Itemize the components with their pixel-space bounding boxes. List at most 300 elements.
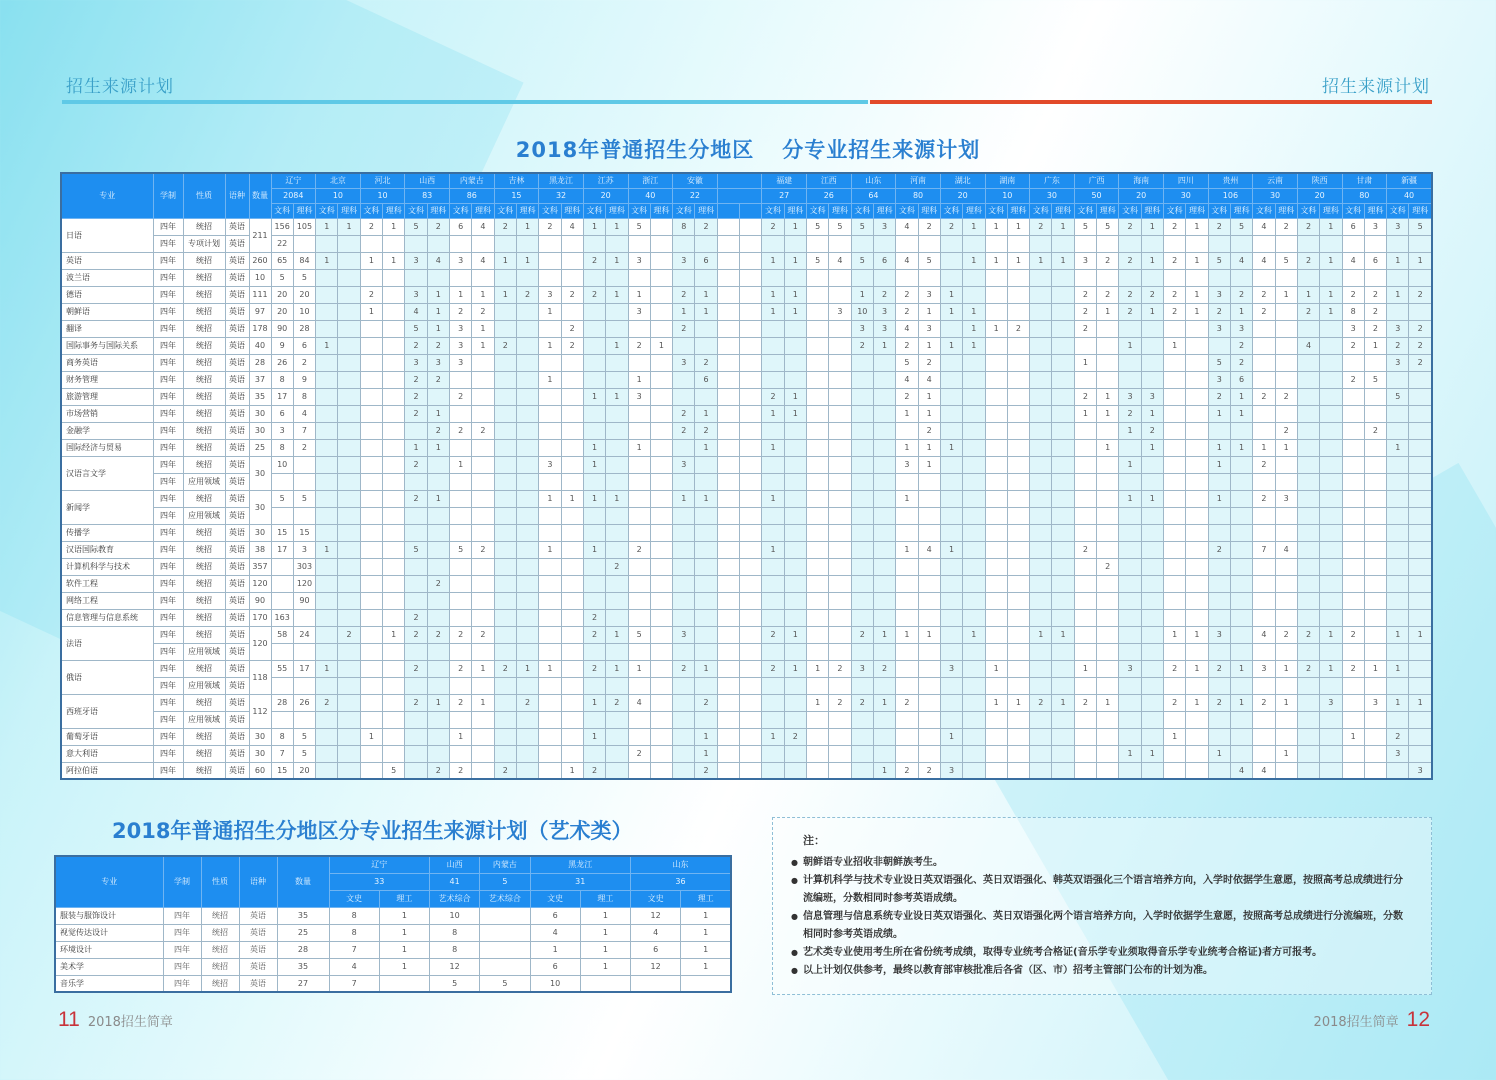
- quota-cell: [963, 575, 985, 592]
- admission-type: 统招: [183, 490, 225, 507]
- quota-cell: 1: [1230, 303, 1252, 320]
- quota-cell: [940, 371, 962, 388]
- table-row: [61, 388, 1432, 405]
- quota-cell: [940, 507, 962, 524]
- major-name: 服装与服饰设计: [55, 907, 163, 924]
- quota-cell: [450, 524, 472, 541]
- quota-cell: [673, 643, 695, 660]
- quota-cell: 1: [873, 694, 895, 711]
- quota-cell: [1052, 286, 1074, 303]
- quota-cell: [1030, 745, 1052, 762]
- quota-cell: [561, 745, 583, 762]
- quota-cell: [360, 626, 382, 643]
- quota-cell: [873, 643, 895, 660]
- quota-cell: [1387, 575, 1409, 592]
- quota-cell: 2: [673, 320, 695, 337]
- quota-cell: 1: [784, 660, 806, 677]
- quota-cell: 1: [985, 694, 1007, 711]
- quota-cell: [673, 473, 695, 490]
- quota-cell: [561, 728, 583, 745]
- subheader-li: 理科: [1364, 203, 1386, 218]
- quota-cell: [405, 711, 427, 728]
- quota-cell: [628, 677, 650, 694]
- quota-cell: [1007, 558, 1029, 575]
- quota-cell: [985, 371, 1007, 388]
- quota-cell: [1275, 677, 1297, 694]
- quota-cell: [784, 354, 806, 371]
- quota-cell: [516, 609, 538, 626]
- quota-cell: [293, 235, 315, 252]
- quota-cell: [681, 975, 731, 992]
- quota-cell: [717, 541, 739, 558]
- quota-cell: [1230, 711, 1252, 728]
- quota-cell: [628, 456, 650, 473]
- quota-cell: 1: [383, 218, 405, 235]
- quota-cell: [784, 762, 806, 779]
- quota-cell: 1: [1387, 439, 1409, 456]
- quota-cell: [807, 303, 829, 320]
- quota-cell: [1164, 269, 1186, 286]
- quota-cell: [940, 473, 962, 490]
- quota-cell: [1141, 660, 1163, 677]
- quota-cell: [784, 677, 806, 694]
- quota-cell: 3: [450, 337, 472, 354]
- quota-cell: [338, 728, 360, 745]
- quota-cell: [316, 575, 338, 592]
- region-name: 陕西: [1297, 173, 1342, 188]
- quota-cell: [963, 473, 985, 490]
- quota-cell: [717, 422, 739, 439]
- region-count: 20: [583, 188, 628, 203]
- quota-cell: [606, 422, 628, 439]
- quota-cell: [985, 575, 1007, 592]
- quota-cell: [740, 660, 762, 677]
- quota-cell: [1275, 354, 1297, 371]
- quota-cell: [338, 337, 360, 354]
- quota-cell: 2: [1119, 252, 1141, 269]
- region-name: 四川: [1164, 173, 1209, 188]
- quota-cell: [516, 422, 538, 439]
- language: 英语: [225, 711, 249, 728]
- quota-cell: [1164, 354, 1186, 371]
- quota-cell: [1409, 388, 1432, 405]
- quota-cell: [1320, 235, 1342, 252]
- subheader-li: 理科: [383, 203, 405, 218]
- quota-cell: [494, 728, 516, 745]
- quota-cell: [1074, 456, 1096, 473]
- quota-cell: [1186, 524, 1208, 541]
- quota-cell: [940, 694, 962, 711]
- quota-cell: [539, 694, 561, 711]
- quota-cell: [427, 558, 449, 575]
- quota-cell: [1253, 558, 1275, 575]
- quota-cell: [940, 405, 962, 422]
- quota-cell: [717, 745, 739, 762]
- quota-cell: [1208, 575, 1230, 592]
- language: 英语: [239, 907, 277, 924]
- quota-cell: [784, 371, 806, 388]
- quota-cell: 4: [1275, 541, 1297, 558]
- region-name: 广西: [1074, 173, 1119, 188]
- quota-cell: 2: [918, 422, 940, 439]
- quota-cell: [695, 235, 717, 252]
- quota-cell: 7: [329, 975, 379, 992]
- total-count: 120: [249, 626, 271, 660]
- quota-cell: [561, 592, 583, 609]
- quota-cell: [561, 677, 583, 694]
- quota-cell: [1052, 762, 1074, 779]
- quota-cell: [472, 388, 494, 405]
- quota-cell: 2: [1297, 252, 1319, 269]
- quota-cell: [1074, 728, 1096, 745]
- quota-cell: [316, 235, 338, 252]
- quota-cell: 1: [427, 694, 449, 711]
- table-row: [61, 371, 1432, 388]
- region-name: 海南: [1119, 173, 1164, 188]
- quota-cell: [271, 592, 293, 609]
- quota-cell: 9: [293, 371, 315, 388]
- quota-cell: 4: [896, 252, 918, 269]
- quota-cell: 2: [338, 626, 360, 643]
- quota-cell: 1: [606, 660, 628, 677]
- quota-cell: 17: [271, 541, 293, 558]
- duration: 四年: [163, 958, 201, 975]
- quota-cell: [673, 388, 695, 405]
- quota-cell: 1: [1052, 626, 1074, 643]
- admission-type: 统招: [183, 405, 225, 422]
- quota-cell: [1141, 592, 1163, 609]
- quota-cell: 1: [1186, 303, 1208, 320]
- quota-cell: 5: [1208, 252, 1230, 269]
- quota-cell: [1342, 388, 1364, 405]
- quota-cell: [494, 371, 516, 388]
- quota-cell: [985, 728, 1007, 745]
- quota-cell: [762, 422, 784, 439]
- quota-cell: [1253, 354, 1275, 371]
- quota-cell: [940, 388, 962, 405]
- quota-cell: [1052, 541, 1074, 558]
- quota-cell: [762, 507, 784, 524]
- subheader-wen: [717, 203, 739, 218]
- quota-cell: [1119, 541, 1141, 558]
- language: 英语: [225, 388, 249, 405]
- quota-cell: [539, 677, 561, 694]
- major-name: 传播学: [61, 524, 153, 541]
- quota-cell: [940, 558, 962, 575]
- quota-cell: [807, 626, 829, 643]
- quota-cell: [383, 728, 405, 745]
- quota-cell: 1: [873, 626, 895, 643]
- quota-cell: [427, 660, 449, 677]
- quota-cell: 2: [695, 694, 717, 711]
- quota-cell: [1074, 745, 1096, 762]
- quota-cell: [873, 592, 895, 609]
- quota-cell: [896, 524, 918, 541]
- region-count: 5: [480, 873, 530, 890]
- quota-cell: [539, 626, 561, 643]
- quota-cell: [1030, 592, 1052, 609]
- quota-cell: [1141, 558, 1163, 575]
- quota-cell: [561, 388, 583, 405]
- quota-cell: [940, 456, 962, 473]
- quota-cell: [740, 490, 762, 507]
- total-count: 27: [277, 975, 329, 992]
- region-count: 10: [985, 188, 1030, 203]
- quota-cell: 2: [1074, 303, 1096, 320]
- quota-cell: [561, 609, 583, 626]
- quota-cell: [1119, 643, 1141, 660]
- quota-cell: [1119, 592, 1141, 609]
- quota-cell: [583, 558, 605, 575]
- quota-cell: 1: [681, 958, 731, 975]
- quota-cell: [1342, 269, 1364, 286]
- quota-cell: [450, 558, 472, 575]
- art-section-title: 2018年普通招生分地区分专业招生来源计划（艺术类）: [112, 819, 633, 843]
- quota-cell: [740, 388, 762, 405]
- quota-cell: 2: [1097, 286, 1119, 303]
- quota-cell: [829, 677, 851, 694]
- quota-cell: [628, 473, 650, 490]
- quota-cell: [1320, 677, 1342, 694]
- quota-cell: [450, 371, 472, 388]
- quota-cell: 6: [271, 405, 293, 422]
- quota-cell: [338, 490, 360, 507]
- region-name: 山东: [851, 173, 896, 188]
- quota-cell: 9: [271, 337, 293, 354]
- header-col-total: 数量: [277, 856, 329, 907]
- quota-cell: [985, 354, 1007, 371]
- quota-cell: [717, 218, 739, 235]
- quota-cell: [1119, 677, 1141, 694]
- quota-cell: [807, 388, 829, 405]
- quota-cell: [516, 337, 538, 354]
- table-row: [61, 694, 1432, 711]
- quota-cell: 2: [673, 422, 695, 439]
- quota-cell: 2: [405, 371, 427, 388]
- quota-cell: [360, 524, 382, 541]
- quota-cell: [628, 422, 650, 439]
- quota-cell: [1342, 592, 1364, 609]
- quota-cell: [1230, 575, 1252, 592]
- region-count: 41: [430, 873, 480, 890]
- quota-cell: [918, 728, 940, 745]
- quota-cell: [628, 592, 650, 609]
- quota-cell: [494, 524, 516, 541]
- quota-cell: 1: [561, 490, 583, 507]
- quota-cell: [807, 286, 829, 303]
- quota-cell: [717, 694, 739, 711]
- quota-cell: 1: [606, 626, 628, 643]
- quota-cell: [316, 405, 338, 422]
- quota-cell: [918, 473, 940, 490]
- quota-cell: [1253, 711, 1275, 728]
- quota-cell: [1364, 558, 1386, 575]
- table-row: [61, 541, 1432, 558]
- quota-cell: [1342, 507, 1364, 524]
- quota-cell: 1: [472, 320, 494, 337]
- quota-cell: [1030, 439, 1052, 456]
- quota-cell: 1: [561, 762, 583, 779]
- quota-cell: 2: [762, 626, 784, 643]
- quota-cell: [717, 252, 739, 269]
- quota-cell: [1030, 286, 1052, 303]
- quota-cell: 6: [873, 252, 895, 269]
- quota-cell: [963, 592, 985, 609]
- quota-cell: 1: [918, 303, 940, 320]
- quota-cell: [561, 473, 583, 490]
- quota-cell: 3: [271, 422, 293, 439]
- table-row: [61, 439, 1432, 456]
- quota-cell: [494, 677, 516, 694]
- admission-type: 统招: [183, 592, 225, 609]
- quota-cell: [450, 592, 472, 609]
- quota-cell: [583, 711, 605, 728]
- quota-cell: 1: [1007, 252, 1029, 269]
- quota-cell: [717, 405, 739, 422]
- quota-cell: [1052, 558, 1074, 575]
- quota-cell: [316, 354, 338, 371]
- quota-cell: [561, 422, 583, 439]
- quota-cell: [1409, 405, 1432, 422]
- quota-cell: [516, 558, 538, 575]
- quota-cell: 1: [807, 694, 829, 711]
- quota-cell: 1: [1097, 694, 1119, 711]
- quota-cell: [494, 541, 516, 558]
- quota-cell: [1141, 626, 1163, 643]
- quota-cell: 20: [293, 286, 315, 303]
- subheader-li: 理科: [1230, 203, 1252, 218]
- quota-cell: [918, 609, 940, 626]
- quota-cell: 2: [695, 354, 717, 371]
- quota-cell: 1: [1230, 439, 1252, 456]
- header-col-type: 性质: [183, 173, 225, 218]
- quota-cell: 1: [940, 439, 962, 456]
- subheader-wen: 文科: [494, 203, 516, 218]
- quota-cell: [1297, 677, 1319, 694]
- quota-cell: [1007, 422, 1029, 439]
- language: 英语: [225, 235, 249, 252]
- quota-cell: 2: [1275, 218, 1297, 235]
- quota-cell: [851, 677, 873, 694]
- quota-cell: [494, 507, 516, 524]
- quota-cell: 1: [427, 405, 449, 422]
- quota-cell: [383, 473, 405, 490]
- quota-cell: 4: [896, 371, 918, 388]
- quota-cell: 1: [427, 286, 449, 303]
- region-count: 20: [940, 188, 985, 203]
- quota-cell: [940, 524, 962, 541]
- quota-cell: [1253, 473, 1275, 490]
- quota-cell: [1297, 694, 1319, 711]
- quota-cell: [873, 439, 895, 456]
- quota-cell: 1: [784, 626, 806, 643]
- subheader-li: 理科: [293, 203, 315, 218]
- quota-cell: [1007, 677, 1029, 694]
- quota-cell: [1275, 235, 1297, 252]
- quota-cell: [1119, 609, 1141, 626]
- quota-cell: 5: [628, 626, 650, 643]
- quota-cell: [829, 626, 851, 643]
- language: 英语: [225, 541, 249, 558]
- quota-cell: [963, 269, 985, 286]
- quota-cell: [1164, 371, 1186, 388]
- quota-cell: [1342, 354, 1364, 371]
- quota-cell: [1320, 337, 1342, 354]
- quota-cell: 15: [293, 524, 315, 541]
- quota-cell: [383, 439, 405, 456]
- quota-cell: [583, 643, 605, 660]
- region-name: 福建: [762, 173, 807, 188]
- admission-type: 应用领域: [183, 643, 225, 660]
- quota-cell: [405, 235, 427, 252]
- quota-cell: [516, 745, 538, 762]
- quota-cell: [1007, 592, 1029, 609]
- quota-cell: 1: [1186, 694, 1208, 711]
- quota-cell: [516, 592, 538, 609]
- quota-cell: [784, 558, 806, 575]
- quota-cell: 1: [316, 541, 338, 558]
- quota-cell: [1030, 541, 1052, 558]
- subheader-wen: 文科: [1119, 203, 1141, 218]
- quota-cell: 3: [628, 252, 650, 269]
- quota-cell: [1409, 473, 1432, 490]
- quota-cell: [539, 524, 561, 541]
- language: 英语: [225, 490, 249, 507]
- quota-cell: 1: [606, 337, 628, 354]
- quota-cell: [450, 473, 472, 490]
- quota-cell: 5: [1409, 218, 1432, 235]
- quota-cell: [1253, 320, 1275, 337]
- quota-cell: [338, 320, 360, 337]
- quota-cell: [1208, 728, 1230, 745]
- quota-cell: 4: [561, 218, 583, 235]
- quota-cell: 2: [1275, 388, 1297, 405]
- quota-cell: 2: [427, 626, 449, 643]
- quota-cell: 2: [1342, 371, 1364, 388]
- quota-cell: 2: [1297, 660, 1319, 677]
- quota-cell: [1387, 456, 1409, 473]
- quota-cell: [1409, 711, 1432, 728]
- quota-cell: [606, 303, 628, 320]
- quota-cell: [1119, 235, 1141, 252]
- quota-cell: [383, 235, 405, 252]
- quota-cell: [494, 592, 516, 609]
- quota-cell: [784, 439, 806, 456]
- quota-cell: [1030, 490, 1052, 507]
- quota-cell: 7: [293, 422, 315, 439]
- table-row: [61, 422, 1432, 439]
- quota-cell: 2: [450, 694, 472, 711]
- subheader-wen: 文科: [405, 203, 427, 218]
- quota-cell: 5: [383, 762, 405, 779]
- quota-cell: [405, 575, 427, 592]
- quota-cell: [1074, 677, 1096, 694]
- quota-cell: 2: [1387, 337, 1409, 354]
- quota-cell: 3: [829, 303, 851, 320]
- quota-cell: [606, 320, 628, 337]
- quota-cell: 4: [1297, 337, 1319, 354]
- quota-cell: 1: [1097, 303, 1119, 320]
- quota-cell: 3: [1387, 320, 1409, 337]
- quota-cell: 1: [628, 660, 650, 677]
- quota-cell: 5: [480, 975, 530, 992]
- quota-cell: [918, 490, 940, 507]
- quota-cell: [695, 592, 717, 609]
- duration: 四年: [153, 490, 183, 507]
- quota-cell: 4: [829, 252, 851, 269]
- quota-cell: [1164, 388, 1186, 405]
- quota-cell: [494, 490, 516, 507]
